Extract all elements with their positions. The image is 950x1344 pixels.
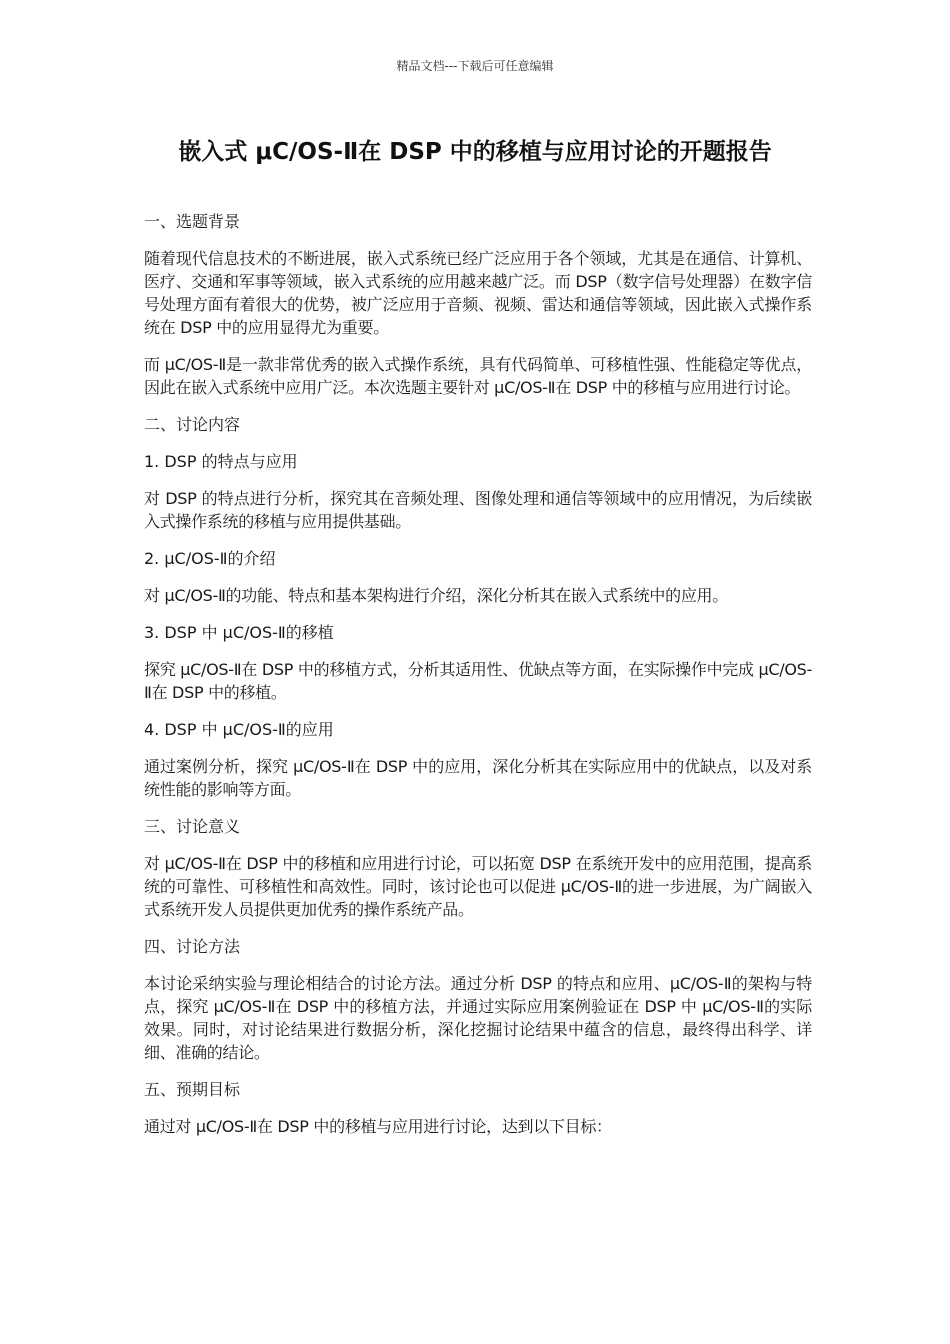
page-header-note: 精品文档---下载后可任意编辑: [396, 59, 554, 73]
paragraph-method: 本讨论采纳实验与理论相结合的讨论方法。通过分析 DSP 的特点和应用、μC/OS-Ⅱ的架构与特点，探究 μC/OS-Ⅱ在 DSP 中的移植方法，并通过实际应用案例验证在 DSP 中 μC/OS-Ⅱ的实际效果。同时，对讨论结果进行数据分析，深化挖掘讨论结果中蕴含的信息，最终得出科学、详细、准确的结论。: [144, 974, 812, 1062]
subheading-ucos-application: 4. DSP 中 μC/OS-Ⅱ的应用: [144, 720, 334, 739]
paragraph-ucos-intro: 对 μC/OS-Ⅱ的功能、特点和基本架构进行介绍，深化分析其在嵌入式系统中的应用。: [144, 586, 728, 605]
section-heading-goals: 五、预期目标: [144, 1080, 241, 1099]
paragraph-background-2: 而 μC/OS-Ⅱ是一款非常优秀的嵌入式操作系统，具有代码简单、可移植性强、性能稳定等优点，因此在嵌入式系统中应用广泛。本次选题主要针对 μC/OS-Ⅱ在 DSP 中的移植与应用进行讨论。: [144, 355, 812, 397]
paragraph-ucos-porting: 探究 μC/OS-Ⅱ在 DSP 中的移植方式，分析其适用性、优缺点等方面，在实际操作中完成 μC/OS-Ⅱ在 DSP 中的移植。: [144, 660, 812, 702]
section-heading-method: 四、讨论方法: [144, 937, 241, 956]
subheading-dsp-features: 1. DSP 的特点与应用: [144, 452, 298, 471]
subheading-ucos-porting: 3. DSP 中 μC/OS-Ⅱ的移植: [144, 623, 334, 642]
document-title: 嵌入式 μC/OS-Ⅱ在 DSP 中的移植与应用讨论的开题报告: [178, 139, 772, 165]
section-heading-content: 二、讨论内容: [144, 415, 241, 434]
paragraph-ucos-application: 通过案例分析，探究 μC/OS-Ⅱ在 DSP 中的应用，深化分析其在实际应用中的优缺点，以及对系统性能的影响等方面。: [144, 757, 812, 799]
document-body: [144, 210, 812, 1152]
paragraph-goals: 通过对 μC/OS-Ⅱ在 DSP 中的移植与应用进行讨论，达到以下目标：: [144, 1117, 612, 1136]
paragraph-background-1: 随着现代信息技术的不断进展，嵌入式系统已经广泛应用于各个领域，尤其是在通信、计算机、医疗、交通和军事等领域，嵌入式系统的应用越来越广泛。而 DSP（数字信号处理器）在数字信号处理方面有着很大的优势，被广泛应用于音频、视频、雷达和通信等领域，因此嵌入式操作系统在 DSP 中的应用显得尤为重要。: [144, 249, 812, 337]
paragraph-significance: 对 μC/OS-Ⅱ在 DSP 中的移植和应用进行讨论，可以拓宽 DSP 在系统开发中的应用范围，提高系统的可靠性、可移植性和高效性。同时，该讨论也可以促进 μC/OS-Ⅱ的进一步进展，为广阔嵌入式系统开发人员提供更加优秀的操作系统产品。: [144, 854, 812, 919]
section-heading-significance: 三、讨论意义: [144, 817, 241, 836]
section-heading-background: 一、选题背景: [144, 212, 241, 231]
subheading-ucos-intro: 2. μC/OS-Ⅱ的介绍: [144, 549, 276, 568]
paragraph-dsp-features: 对 DSP 的特点进行分析，探究其在音频处理、图像处理和通信等领域中的应用情况，为后续嵌入式操作系统的移植与应用提供基础。: [144, 489, 812, 531]
